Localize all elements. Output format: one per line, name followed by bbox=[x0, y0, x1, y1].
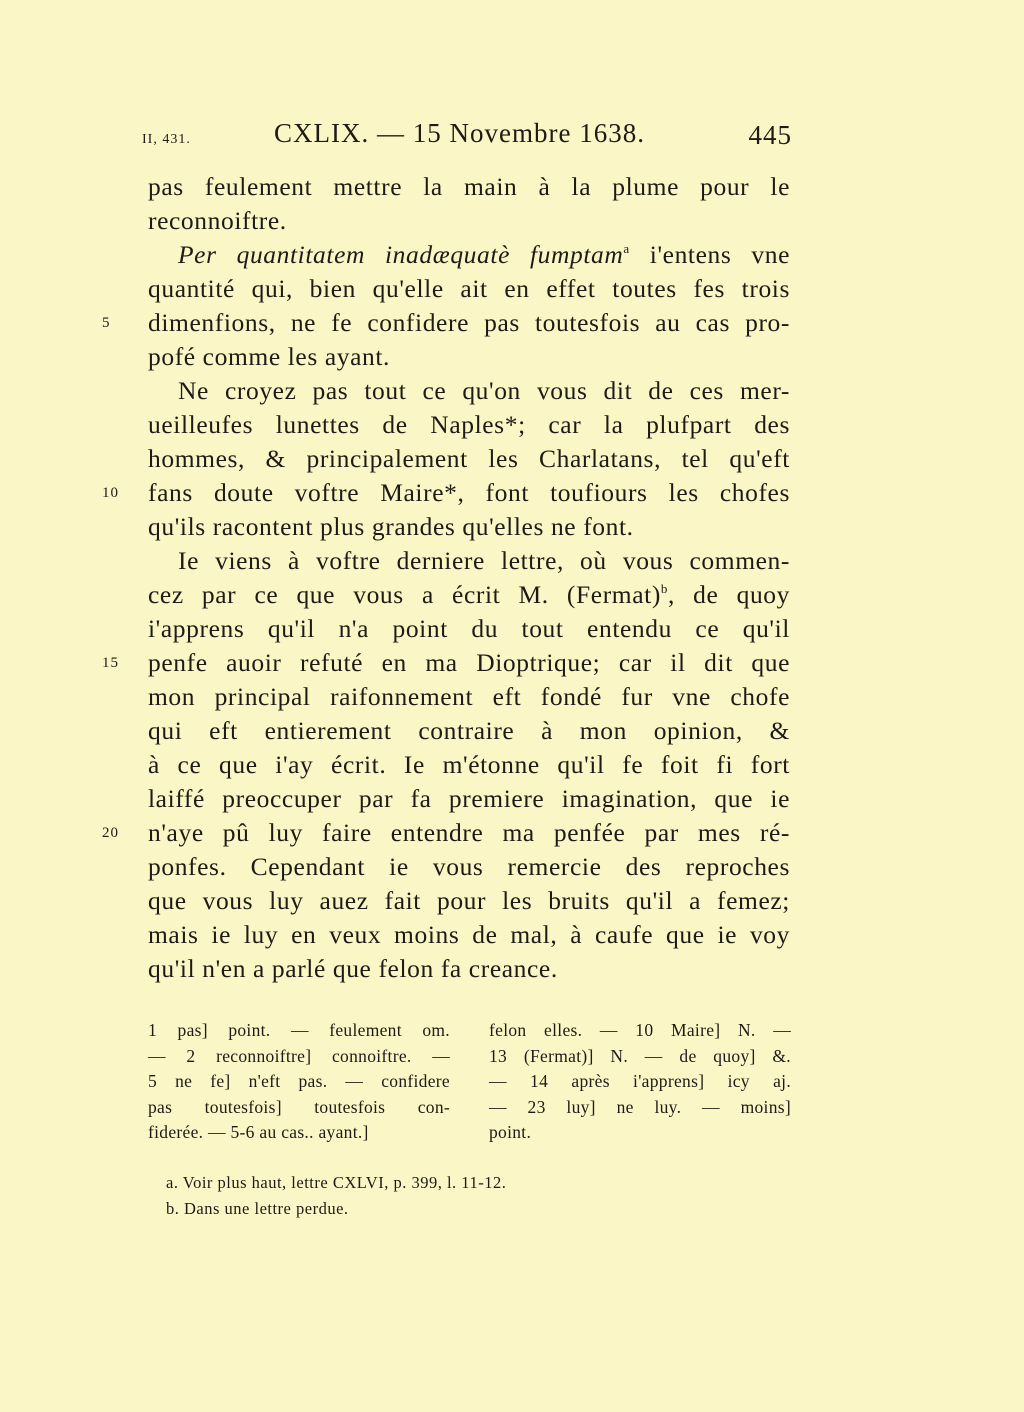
text-line: reconnoiftre. bbox=[148, 206, 287, 235]
text-line bbox=[102, 816, 790, 850]
variant-line: fiderée. — 5-6 au cas.. ayant.] bbox=[148, 1122, 369, 1142]
line-number: 15 bbox=[102, 655, 119, 671]
line-number: 10 bbox=[102, 485, 119, 501]
text-line: quantité qui, bien qu'elle ait en effet toutes fes trois bbox=[148, 274, 790, 303]
text-line: pofé comme les ayant. bbox=[148, 342, 391, 371]
variant-line: pas toutesfois] toutesfois con- bbox=[148, 1096, 450, 1117]
running-header bbox=[142, 118, 792, 158]
variants-left-column bbox=[148, 1018, 450, 1146]
text-span: , de quoy bbox=[668, 580, 790, 609]
text-line: qu'ils racontent plus grandes qu'elles ne font. bbox=[148, 512, 634, 541]
letter-body bbox=[102, 170, 790, 986]
text-line: qui eft entierement contraire à mon opinion, & bbox=[148, 716, 790, 745]
text-line: mais ie luy en veux moins de mal, à caufe que ie voy bbox=[148, 920, 790, 949]
text-span: cez par ce que vous a écrit M. (Fermat) bbox=[148, 580, 661, 609]
text-line bbox=[148, 238, 790, 272]
text-line: que vous luy auez fait pour les bruits qu'il a femez; bbox=[148, 886, 790, 915]
variant-line: point. bbox=[489, 1122, 532, 1142]
latin-phrase: Per quantitatem inadæquatè fumptam bbox=[178, 240, 624, 269]
text-line: Ne croyez pas tout ce qu'on vous dit de ces mer- bbox=[178, 376, 790, 405]
text-line bbox=[102, 476, 790, 510]
text-span: fans doute voftre Maire bbox=[148, 478, 445, 507]
annotation-star: * bbox=[444, 478, 458, 507]
variants-right-column bbox=[489, 1018, 791, 1146]
text-line: à ce que i'ay écrit. Ie m'étonne qu'il fe foit fi fort bbox=[148, 750, 790, 779]
variant-line: felon elles. — 10 Maire] N. — bbox=[489, 1020, 791, 1040]
text-line bbox=[102, 646, 790, 680]
text-line: Ie viens à voftre derniere lettre, où vous commen- bbox=[178, 546, 790, 575]
text-line bbox=[102, 306, 790, 340]
text-span: n'aye pû luy faire entendre ma penfée par mes ré- bbox=[148, 818, 790, 847]
footnote-marker: a bbox=[623, 241, 630, 256]
text-line: pas feulement mettre la main à la plume pour le bbox=[148, 172, 790, 201]
text-span: i'entens vne bbox=[629, 240, 790, 269]
text-line bbox=[148, 408, 790, 442]
text-line bbox=[148, 578, 790, 612]
text-line: hommes, & principalement les Charlatans, tel qu'eft bbox=[148, 444, 790, 473]
text-line: i'apprens qu'il n'a point du tout entendu ce qu'il bbox=[148, 614, 790, 643]
footnote-b: b. Dans une lettre perdue. bbox=[166, 1199, 349, 1218]
footnote-a: a. Voir plus haut, lettre CXLVI, p. 399, l. 11-12. bbox=[166, 1173, 507, 1192]
text-line: mon principal raifonnement eft fondé fur vne chofe bbox=[148, 682, 790, 711]
text-line: qu'il n'en a parlé que felon fa creance. bbox=[148, 954, 558, 983]
annotation-star: * bbox=[504, 410, 519, 439]
text-span: ; car la plufpart des bbox=[518, 410, 790, 439]
variant-line: 1 pas] point. — feulement om. bbox=[148, 1020, 450, 1040]
text-span: penfe auoir refuté en ma Dioptrique; car il dit que bbox=[148, 648, 790, 677]
letter-title: CXLIX. — 15 Novembre 1638. bbox=[274, 118, 645, 148]
text-span: , font toufiours les chofes bbox=[457, 478, 790, 507]
variant-line: 5 ne fe] n'eft pas. — confidere bbox=[148, 1071, 450, 1091]
line-number: 20 bbox=[102, 825, 119, 841]
variant-line: 13 (Fermat)] N. — de quoy] &. bbox=[489, 1045, 791, 1066]
variant-line: — 23 luy] ne luy. — moins] bbox=[489, 1096, 791, 1117]
text-span: ueilleufes lunettes de Naples bbox=[148, 410, 505, 439]
volume-reference: II, 431. bbox=[142, 132, 191, 147]
footnote-marker: b bbox=[660, 581, 669, 596]
variant-line: — 2 reconnoiftre] connoiftre. — bbox=[148, 1045, 450, 1066]
variant-line: — 14 après i'apprens] icy aj. bbox=[489, 1071, 791, 1091]
text-line: ponfes. Cependant ie vous remercie des reproches bbox=[148, 852, 790, 881]
text-span: dimenfions, ne fe confidere pas toutesfois au cas pro- bbox=[148, 308, 790, 337]
page-number: 445 bbox=[748, 120, 792, 150]
line-number: 5 bbox=[102, 315, 111, 331]
text-line: laiffé preoccuper par fa premiere imagination, que ie bbox=[148, 784, 790, 813]
footnotes bbox=[166, 1170, 766, 1222]
